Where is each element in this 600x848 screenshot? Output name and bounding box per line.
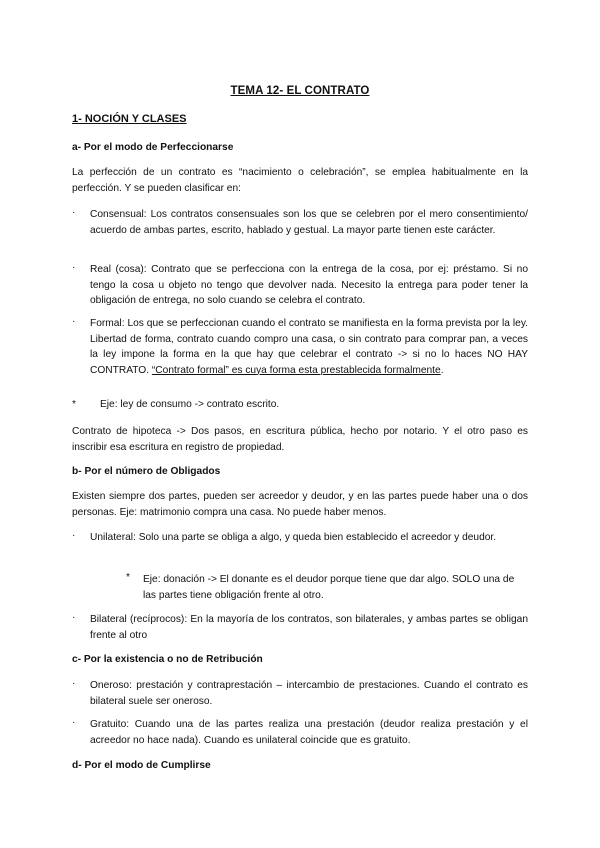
bullet-formal: [90, 316, 528, 378]
bullet-bilateral: Bilateral (recíprocos): En la mayoría de los contratos, son bilaterales, y ambas partes se obligan frente al otro: [90, 614, 528, 641]
example-donacion: Eje: donación -> El donante es el deudor porque tiene que dar algo. SOLO una de las partes tiene obligación frente al otro.: [143, 574, 515, 601]
star-marker: *: [72, 399, 76, 410]
page-title: TEMA 12- EL CONTRATO: [230, 85, 370, 97]
intro-b-paragraph: Existen siempre dos partes, pueden ser acreedor y deudor, y en las partes puede haber una o dos personas. Eje: matrimonio compra una casa. No puede haber menos.: [72, 491, 528, 518]
formal-end: .: [440, 364, 444, 376]
bullet-real: Real (cosa): Contrato que se perfecciona con la entrega de la cosa, por ej: préstamo. Si no tengo la cosa u objeto no tengo que devolver nada. Necesito la entrega para poder tener la obligación de entrega, no solo cuando se celebra el contrato.: [90, 264, 528, 307]
hipoteca-paragraph: Contrato de hipoteca -> Dos pasos, en escritura pública, hecho por notario. Y el otro paso es inscribir esa escritura en registro de propiedad.: [72, 426, 528, 453]
subheading-c: c- Por la existencia o no de Retribución: [72, 654, 263, 665]
bullet-marker: ·: [72, 678, 76, 689]
bullet-marker: ·: [72, 262, 76, 273]
example-consumo: Eje: ley de consumo -> contrato escrito.: [100, 399, 280, 410]
subheading-a: a- Por el modo de Perfeccionarse: [72, 142, 234, 153]
section-heading-1: 1- NOCIÓN Y CLASES: [72, 113, 187, 125]
star-marker: *: [126, 572, 130, 583]
subheading-b: b- Por el número de Obligados: [72, 466, 221, 477]
bullet-oneroso: Oneroso: prestación y contraprestación – intercambio de prestaciones. Cuando el contrato es bilateral suele ser oneroso.: [90, 680, 528, 707]
bullet-gratuito: Gratuito: Cuando una de las partes realiza una prestación (deudor realiza prestación y el acreedor no hace nada). Cuando es unilateral coincide que es gratuito.: [90, 719, 528, 746]
bullet-marker: ·: [72, 207, 76, 218]
subheading-d: d- Por el modo de Cumplirse: [72, 760, 211, 771]
bullet-unilateral: Unilateral: Solo una parte se obliga a algo, y queda bien establecido el acreedor y deudor.: [90, 532, 497, 543]
bullet-consensual: Consensual: Los contratos consensuales son los que se celebren por el mero consentimiento/ acuerdo de ambas partes, escrito, hablado y gestual. La mayor parte tienen este carácter.: [90, 209, 528, 236]
bullet-marker: ·: [72, 316, 76, 327]
bullet-marker: ·: [72, 612, 76, 623]
formal-underlined-text: “Contrato formal” es cuya forma esta prestablecida formalmente: [151, 364, 441, 376]
bullet-marker: ·: [72, 717, 76, 728]
bullet-marker: ·: [72, 530, 76, 541]
intro-a-paragraph: La perfección de un contrato es “nacimiento o celebración”, se emplea habitualmente en la perfección. Y se pueden clasificar en:: [72, 167, 528, 194]
formal-text: Formal: Los que se perfeccionan cuando el contrato se manifiesta en la forma prevista por la ley. Libertad de forma, contrato cuando compro una casa, o sin contrato para comprar pan, a veces la ley impone la forma en la que hay que celebrar el contrato -> si no lo haces NO HAY CONTRATO.: [90, 318, 528, 376]
